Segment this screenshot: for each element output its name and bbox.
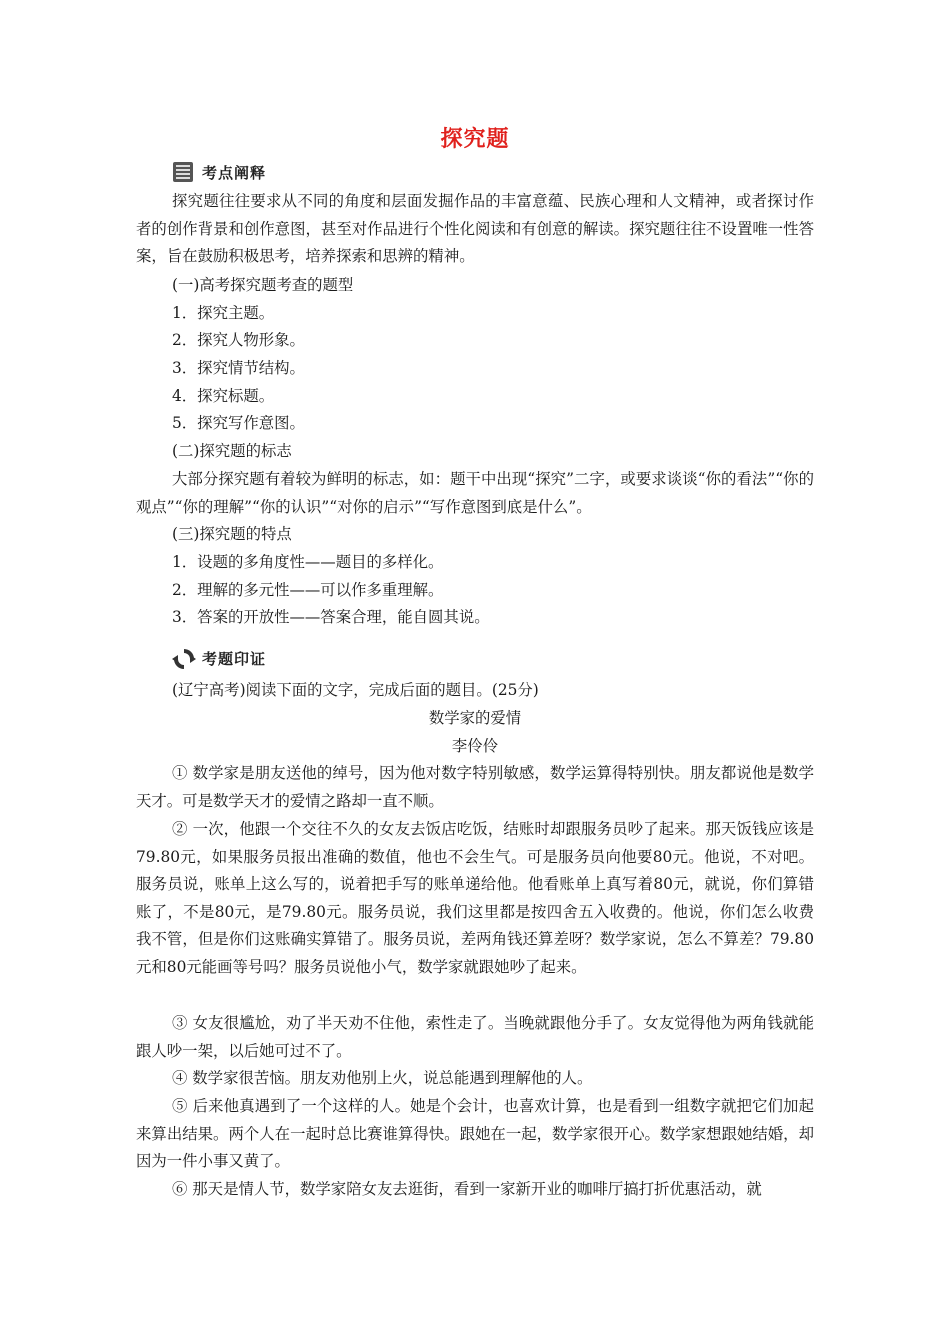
marks-paragraph: 大部分探究题有着较为鲜明的标志，如：题干中出现“探究”二字，或要求谈谈“你的看法”“你的观点”“你的理解”“你的认识”“对你的启示”“写作意图到底是什么”。 (136, 470, 814, 516)
story-paragraph: ④ 数学家很苦恼。朋友劝他别上火，说总能遇到理解他的人。 (172, 1069, 593, 1087)
story-paragraph: ⑤ 后来他真遇到了一个这样的人。她是个会计，也喜欢计算，也是看到一组数字就把它们加起来算出结果。两个人在一起时总比赛谁算得快。跟她在一起，数学家很开心。数学家想跟她结婚，却因为一件小事又黄了。 (136, 1097, 814, 1171)
document-list-icon (172, 161, 194, 183)
features-heading: (三)探究题的特点 (172, 525, 292, 543)
types-heading: (一)高考探究题考查的题型 (172, 276, 354, 294)
list-item: 1．设题的多角度性——题目的多样化。 (172, 553, 444, 571)
story-paragraph: ① 数学家是朋友送他的绰号，因为他对数字特别敏感，数学运算得特别快。朋友都说他是数学天才。可是数学天才的爱情之路却一直不顺。 (136, 764, 814, 810)
refresh-arrows-icon (172, 647, 194, 669)
list-item: 2．探究人物形象。 (172, 331, 305, 349)
story-paragraph: ③ 女友很尴尬，劝了半天劝不住他，索性走了。当晚就跟他分手了。女友觉得他为两角钱就能跟人吵一架，以后她可过不了。 (136, 1014, 814, 1060)
intro-paragraph: 探究题往往要求从不同的角度和层面发掘作品的丰富意蕴、民族心理和人文精神，或者探讨作者的创作背景和创作意图，甚至对作品进行个性化阅读和有创意的解读。探究题往往不设置唯一性答案，旨在鼓励积极思考，培养探索和思辨的精神。 (136, 192, 814, 266)
section-label-exam: 考题印证 (202, 649, 267, 668)
list-item: 2．理解的多元性——可以作多重理解。 (172, 581, 444, 599)
list-item: 3．探究情节结构。 (172, 359, 305, 377)
section-header-exam (172, 645, 266, 671)
story-title: 数学家的爱情 (428, 709, 522, 727)
section-header-explain (172, 159, 266, 185)
list-item: 4．探究标题。 (172, 387, 275, 405)
exam-intro: (辽宁高考)阅读下面的文字，完成后面的题目。(25分) (172, 681, 539, 699)
page-title: 探究题 (440, 126, 510, 152)
list-item: 1．探究主题。 (172, 304, 275, 322)
list-item: 5．探究写作意图。 (172, 414, 305, 432)
story-author: 李伶伶 (451, 737, 499, 755)
story-paragraph: ⑥ 那天是情人节，数学家陪女友去逛街，看到一家新开业的咖啡厅搞打折优惠活动，就 (172, 1180, 762, 1198)
story-paragraph: ② 一次，他跟一个交往不久的女友去饭店吃饭，结账时却跟服务员吵了起来。那天饭钱应该是79.80元，如果服务员报出准确的数值，他也不会生气。可是服务员向他要80元。他说，不对吧。服务员说，账单上这么写的，说着把手写的账单递给他。他看账单上真写着80元，就说，你们算错账了，不是80元，是79.80元。服务员说，我们这里都是按四舍五入收费的。他说，你们怎么收费我不管，但是你们这账确实算错了。服务员说，差两角钱还算差呀？数学家说，怎么不算差？79.80元和80元能画等号吗？服务员说他小气，数学家就跟她吵了起来。 (136, 820, 814, 976)
section-label-explain: 考点阐释 (202, 163, 267, 182)
marks-heading: (二)探究题的标志 (172, 442, 292, 460)
list-item: 3．答案的开放性——答案合理，能自圆其说。 (172, 608, 490, 626)
